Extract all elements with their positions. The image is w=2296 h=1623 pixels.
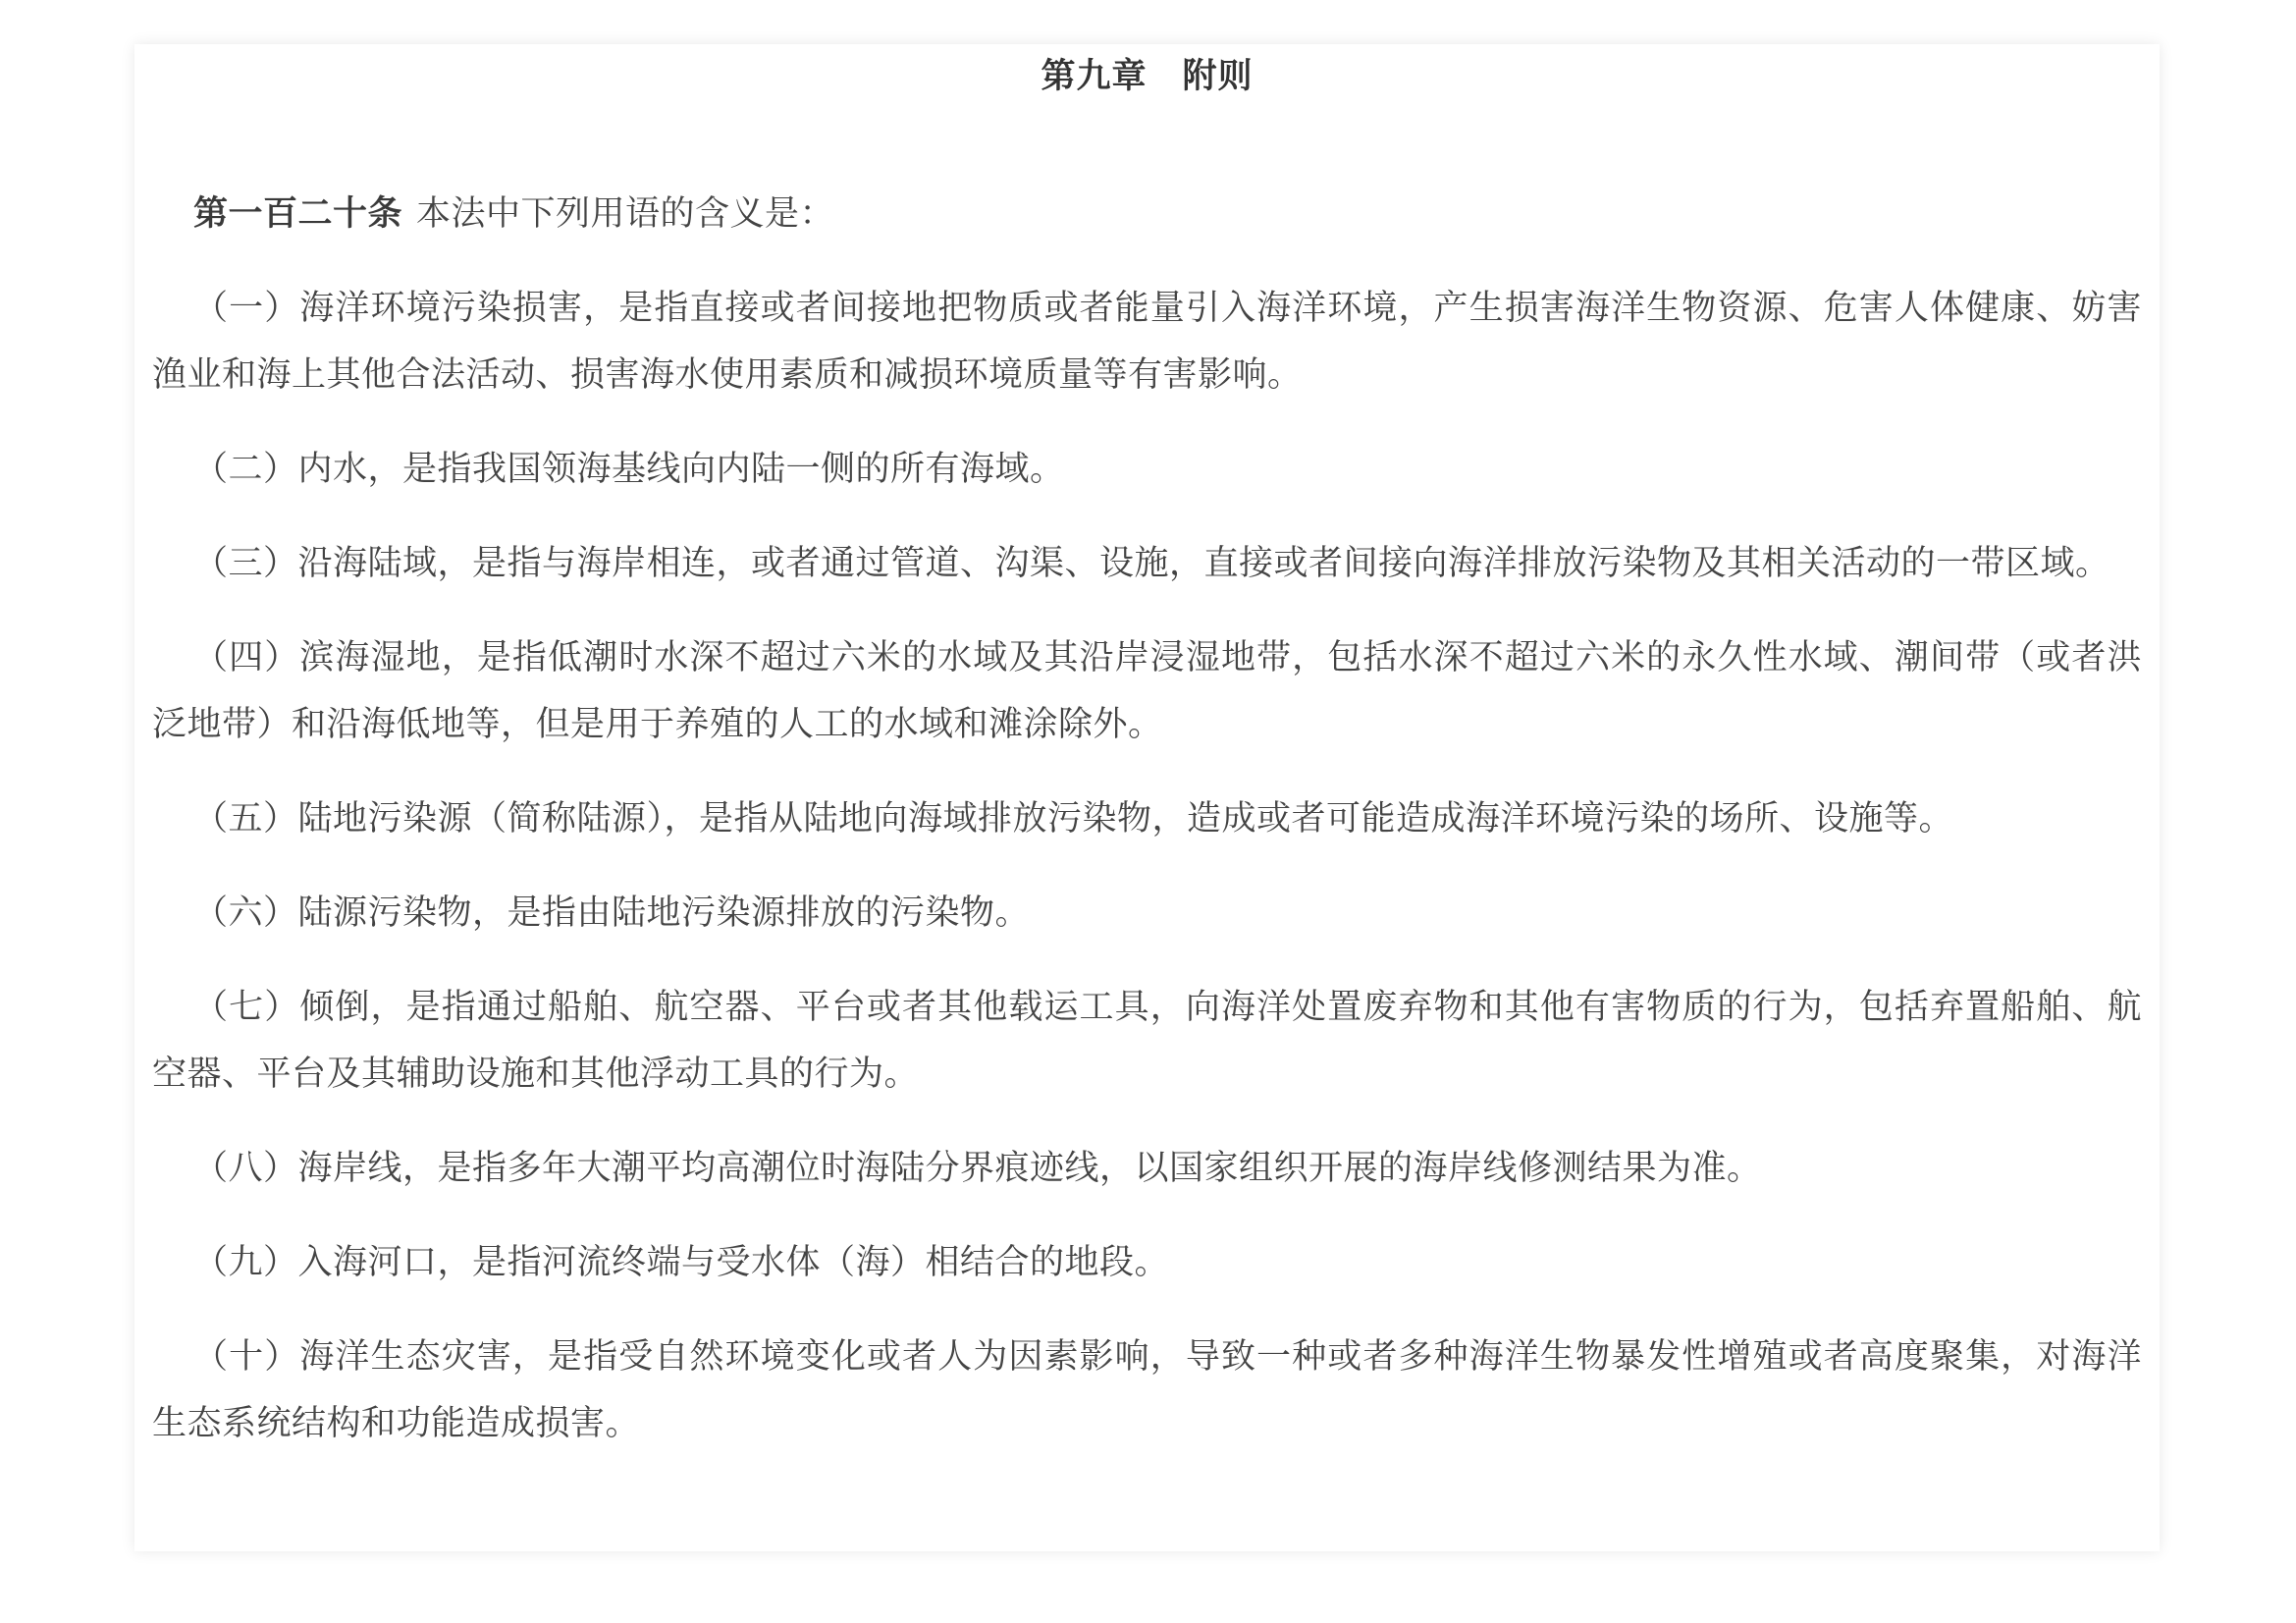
definition-item-6: （六）陆源污染物，是指由陆地污染源排放的污染物。	[193, 893, 1031, 932]
definition-item-3: （三）沿海陆域，是指与海岸相连，或者通过管道、沟渠、设施，直接或者间接向海洋排放污染物及其相关活动的一带区域。	[193, 544, 2110, 582]
chapter-title: 第九章 附则	[1041, 57, 1254, 95]
definition-item-7: （七）倾倒，是指通过船舶、航空器、平台或者其他载运工具，向海洋处置废弃物和其他有害物质的行为，包括弃置船舶、航空器、平台及其辅助设施和其他浮动工具的行为。	[152, 988, 2142, 1093]
definition-item-8: （八）海岸线，是指多年大潮平均高潮位时海陆分界痕迹线，以国家组织开展的海岸线修测结果为准。	[193, 1149, 1762, 1187]
article-lead-paragraph	[152, 181, 2142, 247]
document-card	[134, 44, 2160, 1551]
definition-item-10: （十）海洋生态灾害，是指受自然环境变化或者人为因素影响，导致一种或者多种海洋生物暴发性增殖或者高度聚集，对海洋生态系统结构和功能造成损害。	[152, 1337, 2142, 1442]
definition-item-2: （二）内水，是指我国领海基线向内陆一侧的所有海域。	[193, 450, 1065, 488]
article-intro-text: 本法中下列用语的含义是：	[416, 194, 835, 233]
article-number: 第一百二十条	[193, 194, 403, 233]
definition-item-1: （一）海洋环境污染损害，是指直接或者间接地把物质或者能量引入海洋环境，产生损害海洋生物资源、危害人体健康、妨害渔业和海上其他合法活动、损害海水使用素质和减损环境质量等有害影响。	[152, 289, 2142, 394]
definition-item-4: （四）滨海湿地，是指低潮时水深不超过六米的水域及其沿岸浸湿地带，包括水深不超过六米的永久性水域、潮间带（或者洪泛地带）和沿海低地等，但是用于养殖的人工的水域和滩涂除外。	[152, 638, 2142, 743]
definition-item-5: （五）陆地污染源（简称陆源），是指从陆地向海域排放污染物，造成或者可能造成海洋环境污染的场所、设施等。	[193, 799, 1954, 838]
definition-item-9: （九）入海河口，是指河流终端与受水体（海）相结合的地段。	[193, 1243, 1170, 1281]
